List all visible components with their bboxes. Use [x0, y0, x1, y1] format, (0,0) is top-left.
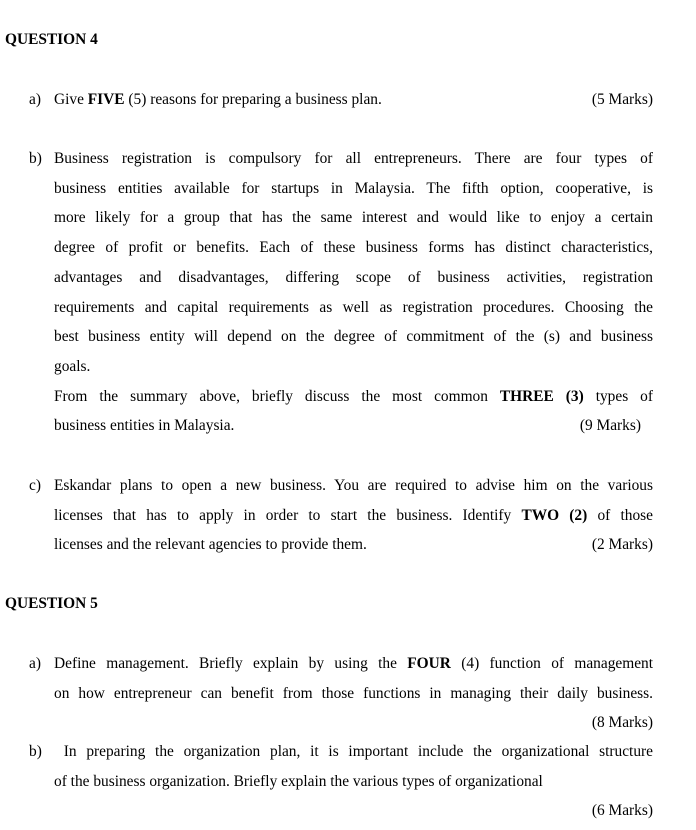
paragraph-line: Eskandar plans to open a new business. You are required to advise him on the various: [54, 477, 653, 494]
paragraph-line: business entities available for startups in Malaysia. The fifth option, cooperative, is: [54, 179, 653, 197]
question-4b-prompt-end: business entities in Malaysia.: [54, 417, 235, 435]
question-4-title: QUESTION 4: [5, 31, 98, 48]
question-4c: [29, 476, 653, 556]
item-label: b): [29, 743, 42, 760]
paragraph-line: licenses and the relevant agencies to provide them.: [54, 536, 367, 554]
paragraph-line: In preparing the organization plan, it is important include the organizational structure: [54, 743, 653, 760]
marks-label: (9 Marks): [579, 417, 641, 435]
paragraph-line: best business entity will depend on the degree of commitment of the (s) and business: [54, 328, 653, 346]
question-4a: [29, 90, 653, 110]
paragraph-line: Business registration is compulsory for all entrepreneurs. There are four types of: [54, 150, 653, 167]
item-label: a): [29, 91, 41, 108]
question-5b: [29, 742, 653, 822]
paragraph-line: Define management. Briefly explain by using the FOUR (4) function of management: [54, 655, 653, 672]
marks-label: (5 Marks): [591, 91, 653, 108]
paragraph-line: goals.: [54, 357, 91, 375]
paragraph-line: licenses that has to apply in order to start the business. Identify TWO (2) of those: [54, 506, 653, 524]
item-label: a): [29, 655, 41, 672]
item-label: c): [29, 477, 41, 494]
question-5-title: QUESTION 5: [5, 595, 98, 612]
paragraph-line: on how entrepreneur can benefit from those functions in managing their daily business.: [54, 684, 653, 702]
marks-label: (8 Marks): [591, 714, 653, 732]
paragraph-line: degree of profit or benefits. Each of these business forms has distinct characteristics,: [54, 239, 653, 257]
item-label: b): [29, 150, 42, 167]
question-4b-prompt: From the summary above, briefly discuss the most common THREE (3) types of: [54, 387, 653, 405]
paragraph-line: of the business organization. Briefly explain the various types of organizational: [54, 772, 543, 790]
question-4a-text: Give FIVE (5) reasons for preparing a business plan.: [54, 91, 382, 108]
paragraph-line: requirements and capital requirements as well as registration procedures. Choosing the: [54, 298, 653, 316]
question-4b: [29, 149, 653, 435]
question-5a: [29, 654, 653, 734]
marks-label: (6 Marks): [591, 802, 653, 820]
paragraph-line: more likely for a group that has the same interest and would like to enjoy a certain: [54, 209, 653, 227]
paragraph-line: advantages and disadvantages, differing scope of business activities, registration: [54, 268, 653, 286]
marks-label: (2 Marks): [591, 536, 653, 554]
